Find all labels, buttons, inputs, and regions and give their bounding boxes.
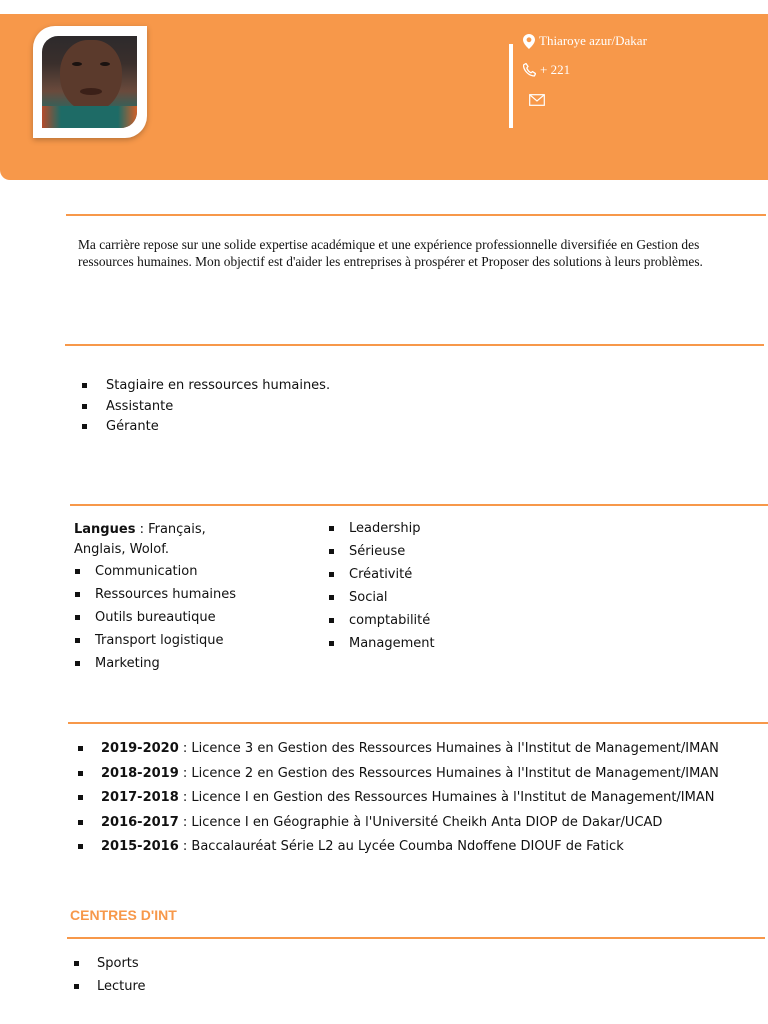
list-item: Communication <box>74 563 236 586</box>
education-years: 2017-2018 <box>101 790 179 806</box>
experience-list <box>82 377 330 439</box>
list-item <box>78 789 719 814</box>
education-list <box>78 740 719 863</box>
list-item <box>78 765 719 790</box>
education-years: 2019-2020 <box>101 741 179 756</box>
list-item: comptabilité <box>328 612 435 635</box>
education-text: : Licence I en Géographie à l'Université Cheikh Anta DIOP de Dakar/UCAD <box>178 814 663 830</box>
profile-photo-frame <box>33 26 147 138</box>
list-item: Sports <box>73 955 146 978</box>
list-item: Marketing <box>74 655 236 678</box>
list-item: Créativité <box>328 566 435 589</box>
list-item: Assistante <box>82 398 330 419</box>
contact-phone <box>523 62 570 78</box>
location-text: Thiaroye azur/Dakar <box>539 33 647 48</box>
profile-photo <box>42 36 137 128</box>
education-text: : Licence 2 en Gestion des Ressources Humaines à l'Institut de Management/IMAN <box>178 765 719 781</box>
skills-list-right <box>328 520 435 658</box>
interests-divider <box>67 937 765 939</box>
experience-divider <box>65 344 764 346</box>
profile-divider <box>66 214 766 216</box>
languages-value: : Français, Anglais, Wolof. <box>74 522 206 557</box>
interests-title: CENTRES D'INT <box>70 907 177 923</box>
education-text: : Licence 3 en Gestion des Ressources Humaines à l'Institut de Management/IMAN <box>178 741 719 756</box>
header-banner <box>0 14 768 180</box>
location-pin-icon <box>523 34 535 49</box>
education-text: : Licence I en Gestion des Ressources Humaines à l'Institut de Management/IMAN <box>178 790 715 806</box>
skills-divider <box>70 504 768 506</box>
education-text: : Baccalauréat Série L2 au Lycée Coumba Ndoffene DIOUF de Fatick <box>178 839 624 855</box>
interests-list <box>73 955 146 1001</box>
contact-divider <box>509 44 513 128</box>
list-item: Outils bureautique <box>74 609 236 632</box>
envelope-icon <box>529 94 545 106</box>
list-item: Ressources humaines <box>74 586 236 609</box>
list-item: Lecture <box>73 978 146 1001</box>
languages-line <box>74 520 224 560</box>
phone-icon <box>523 63 536 77</box>
education-years: 2015-2016 <box>101 839 179 855</box>
list-item: Management <box>328 635 435 658</box>
phone-text: + 221 <box>540 62 571 77</box>
list-item <box>78 740 719 765</box>
list-item: Social <box>328 589 435 612</box>
list-item: Transport logistique <box>74 632 236 655</box>
profile-summary: Ma carrière repose sur une solide expertise académique et une expérience professionnelle diversifiée en Gestion des ressources humaines. Mon objectif est d'aider les entreprises à prospérer et Proposer des solutions à leurs problèmes. <box>78 237 703 269</box>
list-item <box>78 838 719 863</box>
skills-list-left <box>74 563 236 678</box>
list-item: Gérante <box>82 418 330 439</box>
contact-email <box>529 94 549 106</box>
education-years: 2018-2019 <box>101 765 179 781</box>
education-divider <box>68 722 768 724</box>
list-item: Sérieuse <box>328 543 435 566</box>
contact-location <box>523 33 647 49</box>
education-years: 2016-2017 <box>101 814 179 830</box>
list-item: Stagiaire en ressources humaines. <box>82 377 330 398</box>
list-item <box>78 814 719 839</box>
languages-label: Langues <box>74 522 136 537</box>
list-item: Leadership <box>328 520 435 543</box>
